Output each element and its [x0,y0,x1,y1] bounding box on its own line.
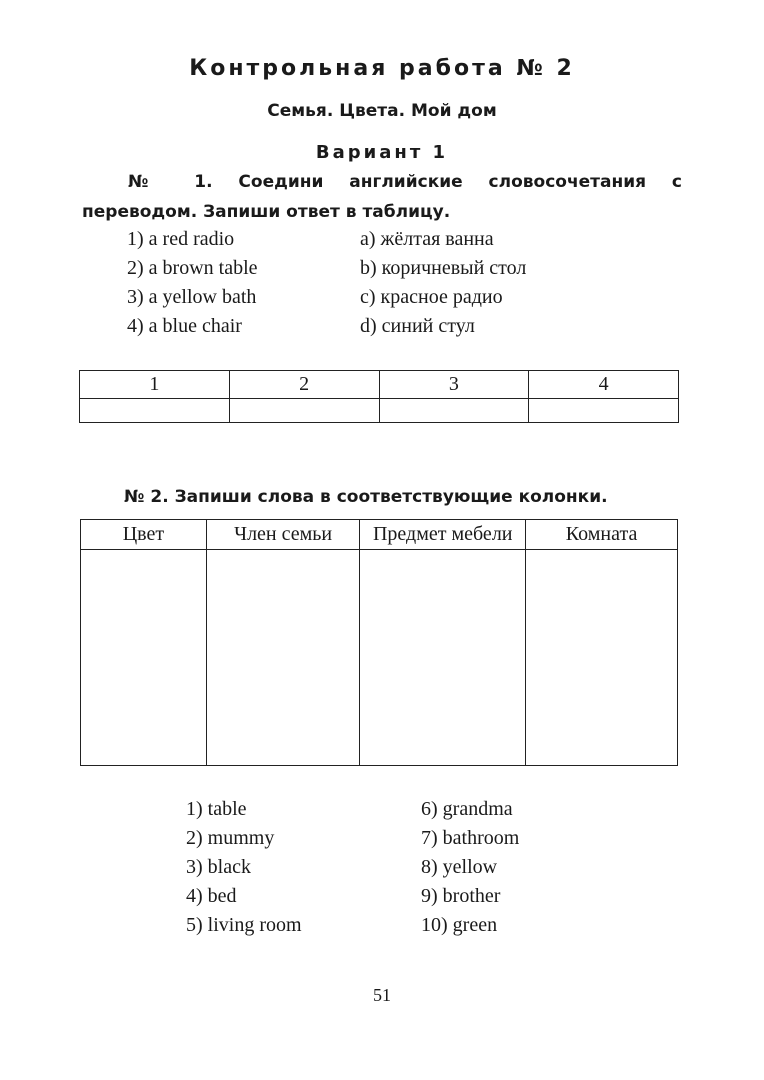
answer-cell[interactable] [229,399,379,423]
column-header-family: Член семьи [206,520,360,550]
page-title: Контрольная работа № 2 [189,56,575,81]
table-row [80,371,679,399]
list-item: 2) mummy [186,827,275,849]
list-item: 4) a blue chair [127,315,242,337]
list-item: 5) living room [186,914,302,936]
column-header-color: Цвет [81,520,207,550]
task2-words-right [421,795,519,940]
list-item: 4) bed [186,885,237,907]
list-item: a) жёлтая ванна [360,228,494,250]
column-header-furniture: Предмет мебели [360,520,526,550]
column-header-room: Комната [526,520,678,550]
answer-cell[interactable] [360,550,526,766]
table-header-cell: 3 [379,371,529,399]
answer-cell[interactable] [529,399,679,423]
table-header-cell: 2 [229,371,379,399]
table-header-cell: 4 [529,371,679,399]
answer-cell[interactable] [526,550,678,766]
list-item: 3) a yellow bath [127,286,257,308]
list-item: d) синий стул [360,315,475,337]
list-item: 1) a red radio [127,228,235,250]
answer-cell[interactable] [379,399,529,423]
task1-left-list [127,225,258,341]
variant-label: Вариант 1 [315,142,449,163]
task2-heading: № 2. Запиши слова в соответствующие колонки. [124,487,608,507]
task2-sort-table [80,519,678,766]
table-row [81,550,678,766]
list-item: 10) green [421,914,498,936]
list-item: 2) a brown table [127,257,258,279]
list-item: 6) grandma [421,798,513,820]
task1-right-list [360,225,526,341]
answer-cell[interactable] [81,550,207,766]
table-row [80,399,679,423]
list-item: c) красное радио [360,286,503,308]
task1-heading: № 1. Соедини английские словосочетания с переводом. Запиши ответ в таблицу. [82,172,682,222]
list-item: 7) bathroom [421,827,520,849]
task2-words-left [186,795,302,940]
list-item: 8) yellow [421,856,498,878]
table-row [81,520,678,550]
answer-cell[interactable] [80,399,230,423]
page-subtitle: Семья. Цвета. Мой дом [267,101,497,121]
page-number: 51 [373,985,391,1005]
table-header-cell: 1 [80,371,230,399]
list-item: 3) black [186,856,251,878]
list-item: 9) brother [421,885,501,907]
list-item: 1) table [186,798,247,820]
list-item: b) коричневый стол [360,257,527,279]
task1-answer-table [79,370,679,423]
answer-cell[interactable] [206,550,360,766]
